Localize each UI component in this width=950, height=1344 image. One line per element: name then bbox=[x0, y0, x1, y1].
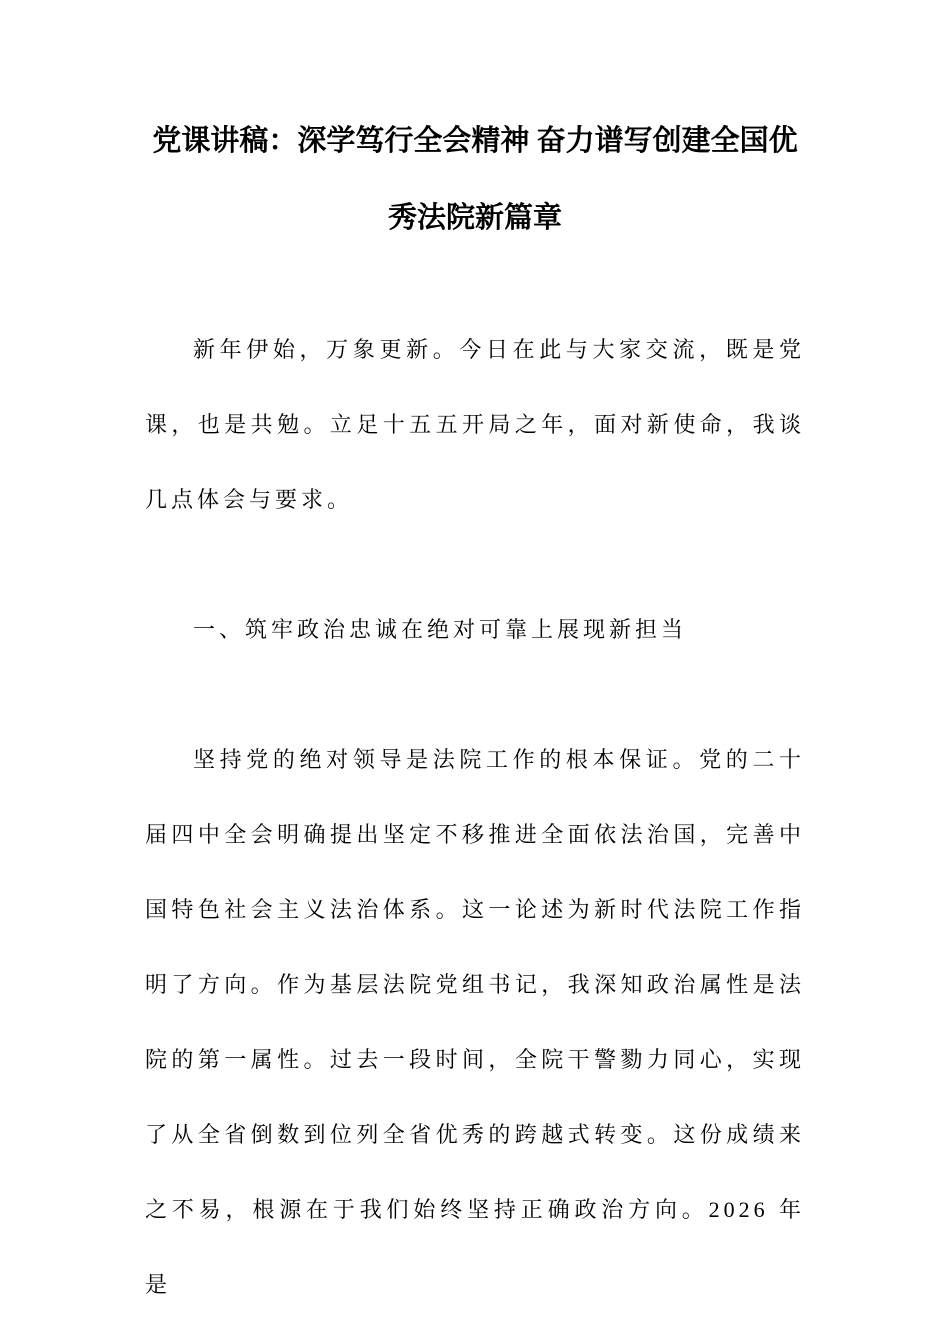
document-content bbox=[145, 0, 805, 1322]
document-title: 党课讲稿：深学笃行全会精神 奋力谱写创建全国优秀法院新篇章 bbox=[152, 125, 798, 234]
section1-paragraph: 坚持党的绝对领导是法院工作的根本保证。党的二十届四中全会明确提出坚定不移推进全面依法治国，完善中国特色社会主义法治体系。这一论述为新时代法院工作指明了方向。作为基层法院党组书记，我深知政治属性是法院的第一属性。过去一段时间，全院干警勠力同心，实现了从全省倒数到位列全省优秀的跨越式转变。这份成绩来之不易，根源在于我们始终坚持正确政治方向。2026 年是 bbox=[145, 747, 805, 1297]
intro-paragraph: 新年伊始，万象更新。今日在此与大家交流，既是党课，也是共勉。立足十五五开局之年，面对新使命，我谈几点体会与要求。 bbox=[145, 337, 805, 512]
section1-heading: 一、筑牢政治忠诚在绝对可靠上展现新担当 bbox=[193, 617, 688, 642]
